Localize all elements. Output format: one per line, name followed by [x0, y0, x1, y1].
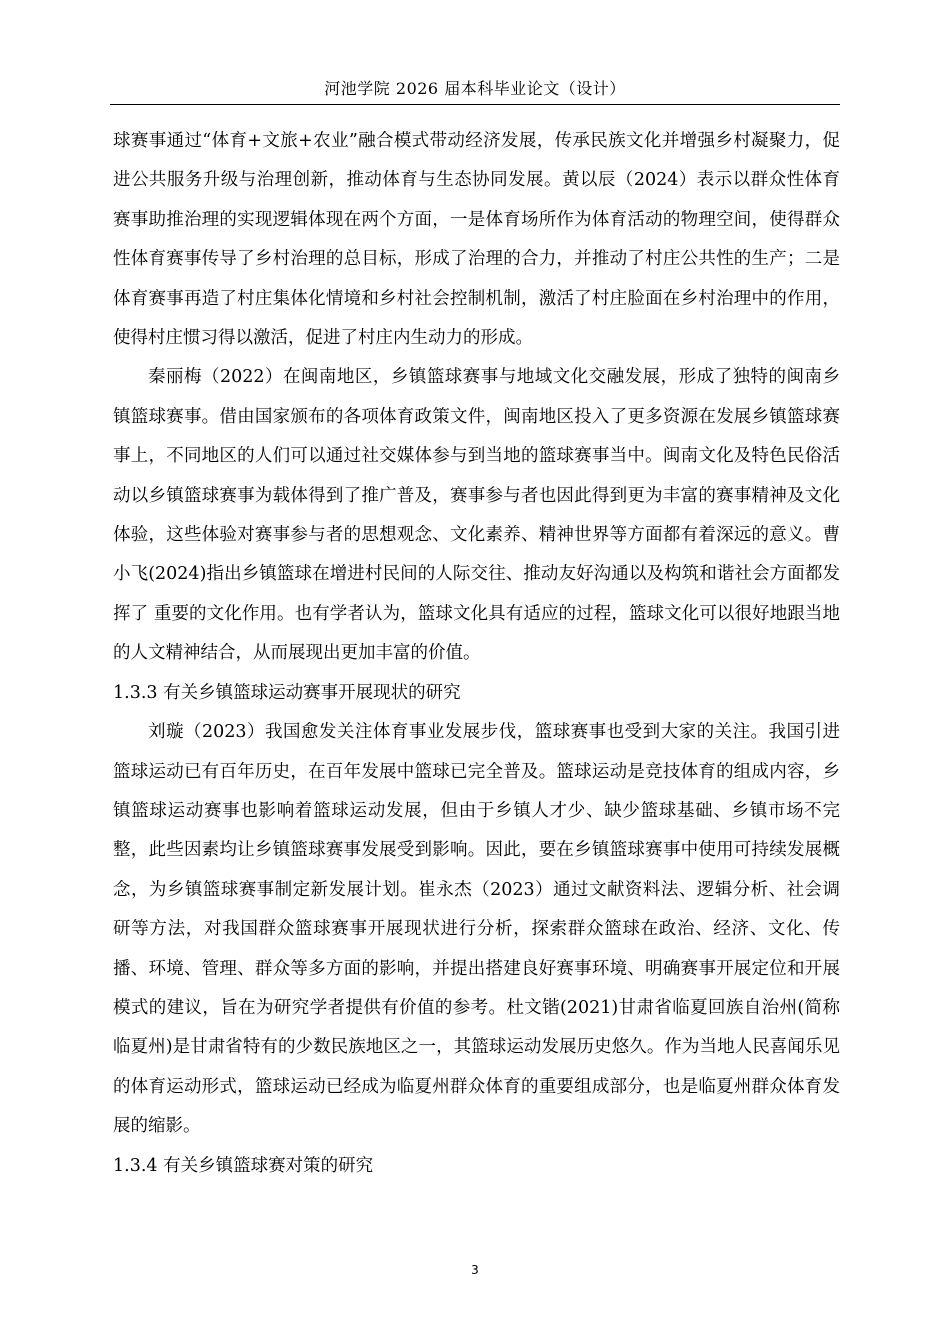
- header-rule: [110, 104, 840, 105]
- paragraph-2: 秦丽梅（2022）在闽南地区，乡镇篮球赛事与地域文化交融发展，形成了独特的闽南乡镇篮球赛事。借由国家颁布的各项体育政策文件，闽南地区投入了更多资源在发展乡镇篮球赛事上，不同地区的人们可以通过社交媒体参与到当地的篮球赛事当中。闽南文化及特色民俗活动以乡镇篮球赛事为载体得到了推广普及，赛事参与者也因此得到更为丰富的赛事精神及文化体验，这些体验对赛事参与者的思想观念、文化素养、精神世界等方面都有着深远的意义。曹小飞(2024)指出乡镇篮球在增进村民间的人际交往、推动友好沟通以及构筑和谐社会方面都发挥了 重要的文化作用。也有学者认为，篮球文化具有适应的过程，篮球文化可以很好地跟当地的人文精神结合，从而展现出更加丰富的价值。: [113, 367, 840, 664]
- body-text: [113, 122, 840, 1186]
- running-header: 河池学院 2026 届本科毕业论文（设计）: [324, 79, 626, 98]
- page-number: 3: [471, 1263, 479, 1277]
- paragraph-3: 刘璇（2023）我国愈发关注体育事业发展步伐，篮球赛事也受到大家的关注。我国引进篮球运动已有百年历史，在百年发展中篮球已完全普及。篮球运动是竞技体育的组成内容，乡镇篮球运动赛事也影响着篮球运动发展，但由于乡镇人才少、缺少篮球基础、乡镇市场不完整，此些因素均让乡镇篮球赛事发展受到影响。因此，要在乡镇篮球赛事中使用可持续发展概念，为乡镇篮球赛事制定新发展计划。崔永杰（2023）通过文献资料法、逻辑分析、社会调研等方法，对我国群众篮球赛事开展现状进行分析，探索群众篮球在政治、经济、文化、传播、环境、管理、群众等多方面的影响，并提出搭建良好赛事环境、明确赛事开展定位和开展模式的建议，旨在为研究学者提供有价值的参考。杜文锴(2021)甘肃省临夏回族自治州(简称临夏州)是甘肃省特有的少数民族地区之一，其篮球运动发展历史悠久。作为当地人民喜闻乐见的体育运动形式，篮球运动已经成为临夏州群众体育的重要组成部分，也是临夏州群众体育发展的缩影。: [113, 722, 840, 1137]
- section-heading-1-3-4: 1.3.4 有关乡镇篮球赛对策的研究: [113, 1155, 374, 1176]
- section-heading-1-3-3: 1.3.3 有关乡镇篮球运动赛事开展现状的研究: [113, 682, 461, 703]
- paragraph-1: 球赛事通过“体育+文旅+农业”融合模式带动经济发展，传承民族文化并增强乡村凝聚力，促进公共服务升级与治理创新，推动体育与生态协同发展。黄以辰（2024）表示以群众性体育赛事助推治理的实现逻辑体现在两个方面，一是体育场所作为体育活动的物理空间，使得群众性体育赛事传导了乡村治理的总目标，形成了治理的合力，并推动了村庄公共性的生产；二是体育赛事再造了村庄集体化情境和乡村社会控制机制，激活了村庄脸面在乡村治理中的作用，使得村庄惯习得以激活，促进了村庄内生动力的形成。: [113, 131, 840, 349]
